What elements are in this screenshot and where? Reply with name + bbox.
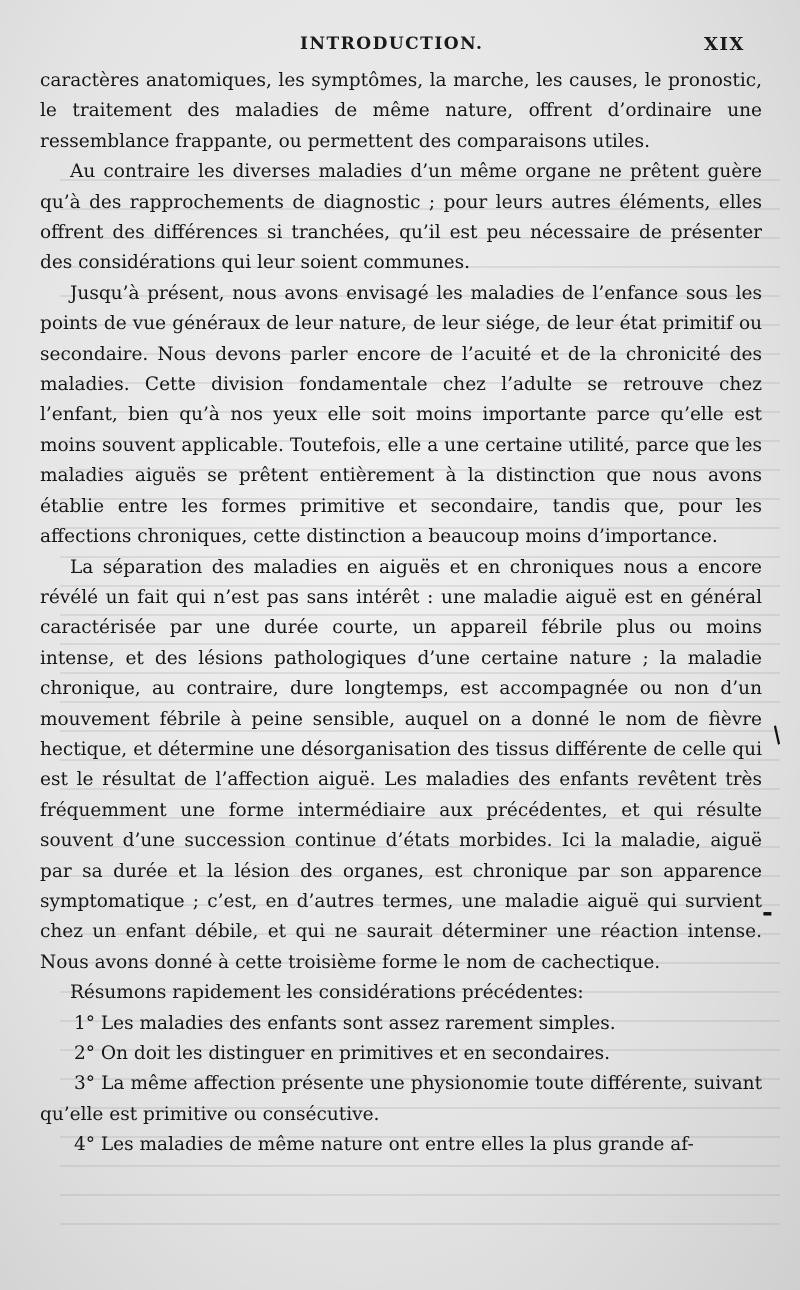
margin-annotation-mark: - [762,898,773,928]
list-item: 3° La même affection présente une physionomie toute différente, suivant qu’elle est primitive ou consécutive. [40,1073,762,1125]
paragraph: La séparation des maladies en aiguës et en chroniques nous a encore révélé un fait qui n’est pas sans intérêt : une maladie aiguë est en général caractérisée par une durée courte, un appareil fébrile plus ou moins intense, et des lésions pathologiques d’une certaine nature ; la maladie chronique, au contraire, dure longtemps, est accompagnée ou non d’un mouvement fébrile à peine sensible, auquel on a donné le nom de fièvre hectique, et détermine une désorganisation des tissus différente de celle qui est le résultat de l’affection aiguë. Les maladies des enfants revêtent très fréquemment une forme intermédiaire aux précédentes, et qui résulte souvent d’une succession continue d’états morbides. Ici la maladie, aiguë par sa durée et la lésion des organes, est chronique par son apparence symptomatique ; c’est, en d’autres termes, une maladie aiguë qui survient chez un enfant débile, et qui ne saurait déterminer une réaction intense. Nous avons donné à cette troisième forme le nom de cachectique. [40,556,762,973]
margin-annotation-mark: / [767,721,788,749]
list-item: 2° On doit les distinguer en primitives et en secondaires. [74,1043,611,1064]
paragraph: Jusqu’à présent, nous avons envisagé les maladies de l’enfance sous les points de vue généraux de leur nature, de leur siége, de leur état primitif ou secondaire. Nous devons parler encore de l’acuité et de la chronicité des maladies. Cette division fondamentale chez l’adulte se retrouve chez l’enfant, bien qu’à nos yeux elle soit moins importante parce qu’elle est moins souvent applicable. Toutefois, elle a une certaine utilité, parce que les maladies aiguës se prêtent entièrement à la distinction que nous avons établie entre les formes primitive et secondaire, tandis que, pour les affections chroniques, cette distinction a beaucoup moins d’importance. [40,282,762,548]
page-header [0,34,800,60]
list-item: 1° Les maladies des enfants sont assez rarement simples. [74,1012,616,1034]
paragraph: Au contraire les diverses maladies d’un même organe ne prêtent guère qu’à des rapprochements de diagnostic ; pour leurs autres éléments, elles offrent des différences si tranchées, qu’il est peu nécessaire de présenter des considérations qui leur soient communes. [40,161,762,274]
summary-list [40,1009,762,1161]
running-title: INTRODUCTION. [300,34,484,54]
list-item: 4° Les maladies de même nature ont entre elles la plus grande af- [74,1134,694,1156]
paragraph-continuation: caractères anatomiques, les symptômes, la marche, les causes, le pronostic, le traitement des maladies de même nature, offrent d’ordinaire une ressemblance frappante, ou permettent des comparaisons utiles. [40,70,762,152]
page-number: XIX [704,34,745,55]
paragraph-summary-intro: Résumons rapidement les considérations précédentes: [70,982,584,1004]
body-text [40,66,762,1161]
